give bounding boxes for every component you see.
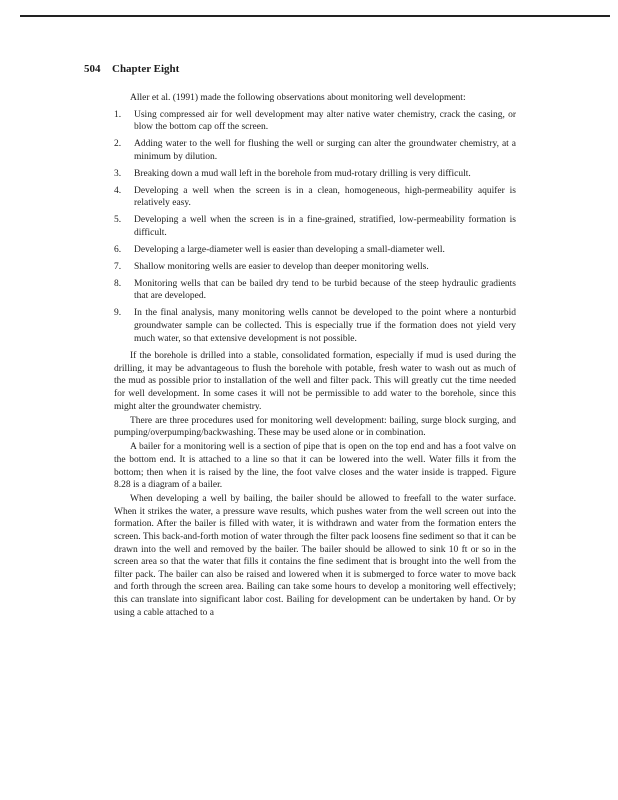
list-item (114, 138, 516, 163)
list-number: 3. (114, 168, 122, 179)
paragraph-flushing: If the borehole is drilled into a stable, consolidated formation, especially if mud is used during the drilling, it may be advantageous to flush the borehole with potable, fresh water to wash out as much of the mud as possible prior to installation of the well and filter pack. This will greatly cut the time needed for well development. In some cases it will not be permissible to add water to the borehole, since this might alter the groundwater chemistry. (114, 351, 516, 412)
list-number: 9. (114, 308, 122, 319)
list-item (114, 168, 516, 181)
list-number: 8. (114, 278, 122, 289)
list-text: Developing a well when the screen is in a fine-grained, stratified, low-permeability formation is difficult. (134, 215, 516, 238)
list-number: 1. (114, 109, 122, 120)
list-item (114, 214, 516, 239)
list-item (114, 307, 516, 345)
top-rule (20, 15, 610, 17)
list-number: 4. (114, 185, 122, 196)
list-item (114, 244, 516, 257)
body-text (114, 92, 516, 621)
list-item (114, 109, 516, 134)
list-number: 5. (114, 215, 122, 226)
list-text: Developing a well when the screen is in a clean, homogeneous, high-permeability aquifer is relatively easy. (134, 185, 516, 209)
paragraph-bailing: When developing a well by bailing, the bailer should be allowed to freefall to the water surface. When it strikes the water, a pressure wave results, which pushes water from the well screen out into the formation. After the bailer is filled with water, it is withdrawn and water from the formation enters the screen. This back-and-forth motion of water through the filter pack loosens fine sediment so that it can be drawn into the well and removed by the bailer. The bailer should be allowed to sink 10 ft or so in the screen area so that the water that fills it contains the fine sediment that is brought into the well from the filter pack. The bailer can also be raised and lowered when it is submerged to force water to move back and forth through the screen area. Bailing can take some hours to develop a monitoring well effectively; this can translate into significant labor cost. Bailing for development can be undertaken by hand. Or by using a cable attached to a (114, 494, 516, 618)
list-number: 6. (114, 244, 122, 255)
list-text: Shallow monitoring wells are easier to develop than deeper monitoring wells. (134, 261, 429, 272)
list-text: Monitoring wells that can be bailed dry tend to be turbid because of the steep hydraulic gradients that are developed. (134, 278, 516, 302)
chapter-title: Chapter Eight (112, 63, 180, 75)
list-text: Adding water to the well for flushing the well or surging can alter the groundwater chemistry, at a minimum by dilution. (134, 139, 516, 162)
paragraph-bailer: A bailer for a monitoring well is a section of pipe that is open on the top end and has a foot valve on the bottom end. It is attached to a line so that it can be lowered into the well. Water fills it from the bottom; then when it is raised by the line, the foot valve closes and the water inside is trapped. Figure 8.28 is a diagram of a bailer. (114, 442, 516, 491)
list-number: 2. (114, 139, 122, 150)
observations-list (114, 109, 516, 346)
intro-paragraph: Aller et al. (1991) made the following observations about monitoring well development: (130, 93, 466, 103)
list-text: In the final analysis, many monitoring wells cannot be developed to the point where a nonturbid groundwater sample can be collected. This is especially true if the formation does not yield very much water, so that extensive development is not possible. (134, 308, 516, 344)
list-item (114, 185, 516, 210)
list-text: Breaking down a mud wall left in the borehole from mud-rotary drilling is very difficult. (134, 168, 471, 179)
list-item (114, 261, 516, 274)
list-number: 7. (114, 261, 122, 272)
list-text: Using compressed air for well development may alter native water chemistry, crack the casing, or blow the bottom cap off the screen. (134, 109, 516, 133)
list-text: Developing a large-diameter well is easier than developing a small-diameter well. (134, 244, 445, 255)
page-number: 504 (84, 63, 101, 75)
paragraph-procedures: There are three procedures used for monitoring well development: bailing, surge block surging, and pumping/overpumping/backwashing. These may be used alone or in combination. (114, 415, 516, 439)
list-item (114, 278, 516, 303)
